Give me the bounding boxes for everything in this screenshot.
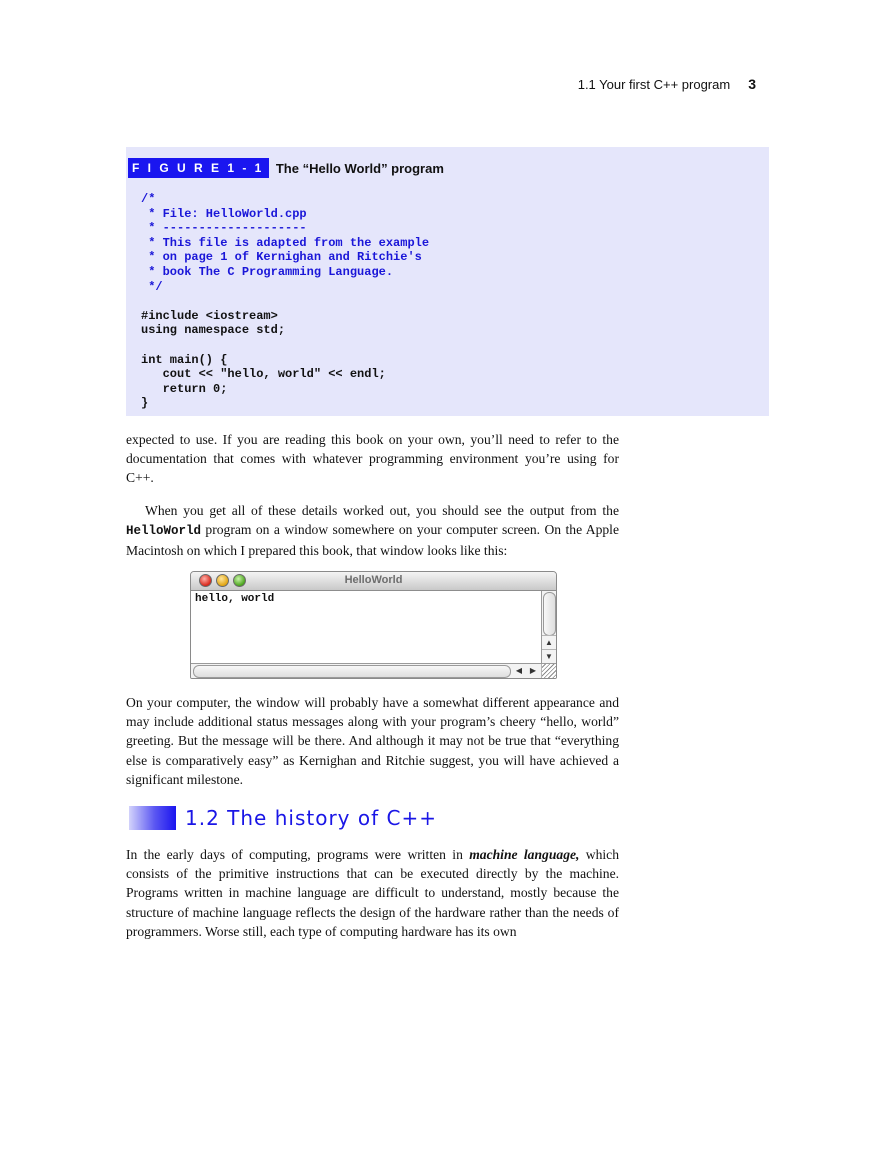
figure-caption (128, 158, 444, 178)
helloworld-window (190, 571, 557, 679)
paragraph-2 (126, 501, 619, 561)
section-marker-bar (129, 806, 176, 830)
code-listing (141, 192, 429, 411)
paragraph-1: expected to use. If you are reading this book on your own, you’ll need to refer to the documentation that comes with whatever programming environment you’re using for C++. (126, 432, 619, 486)
scroll-left-arrow-icon[interactable]: ◀ (515, 666, 523, 675)
window-titlebar[interactable] (191, 572, 556, 591)
machine-language-term: machine language, (469, 847, 580, 862)
console-output: hello, world (195, 593, 275, 605)
scroll-up-arrow-icon[interactable]: ▲ (542, 635, 556, 649)
section-title: 1.2 The history of C++ (185, 806, 437, 830)
figure-1-1 (126, 147, 769, 416)
figure-title: The “Hello World” program (275, 160, 444, 176)
window-title: HelloWorld (344, 574, 403, 586)
paragraph-4-after: which consists of the primitive instructions that can be executed directly by the machine. Programs written in machine language are difficult to understand, mostly because the structure of machine language reflects the design of the hardware rather than the needs of programmers. Worse still, each type of computing hardware has its own (126, 847, 619, 939)
helloworld-code-ref: HelloWorld (126, 524, 202, 539)
paragraph-3: On your computer, the window will probably have a somewhat different appearance and may include additional status messages along with your program’s cheery “hello, world” greeting. But the message will be there. And although it may not be true that “everything else is comparatively easy” as Kernighan and Ritchie suggest, you will have achieved a significant milestone. (126, 695, 619, 787)
vertical-scroll-thumb[interactable] (543, 592, 556, 636)
resize-grip-icon[interactable] (541, 664, 556, 678)
section-heading (129, 806, 437, 830)
scroll-right-arrow-icon[interactable]: ▶ (529, 666, 537, 675)
page-number: 3 (748, 76, 756, 92)
running-head-section: 1.1 Your first C++ program (577, 77, 731, 92)
figure-label: F I G U R E 1 - 1 (128, 158, 269, 178)
horizontal-scroll-thumb[interactable] (193, 665, 511, 678)
running-head (578, 76, 756, 92)
code-body: #include <iostream> using namespace std; int main() { cout << "hello, world" << endl; return 0; } (141, 308, 386, 411)
paragraph-4 (126, 845, 619, 941)
code-comment: /* * File: HelloWorld.cpp * -------------------- * This file is adapted from the example * on page 1 of Kernighan and Ritchie's * book The C Programming Language. */ (141, 192, 430, 294)
vertical-scrollbar[interactable] (541, 591, 556, 663)
paragraph-2-before: When you get all of these details worked out, you should see the output from the (145, 503, 619, 518)
paragraph-4-before: In the early days of computing, programs were written in (126, 847, 470, 862)
scroll-down-arrow-icon[interactable]: ▼ (542, 649, 556, 663)
horizontal-scrollbar[interactable] (191, 663, 556, 678)
paragraph-2-after: program on a window somewhere on your computer screen. On the Apple Macintosh on which I prepared this book, that window looks like this: (126, 522, 619, 559)
